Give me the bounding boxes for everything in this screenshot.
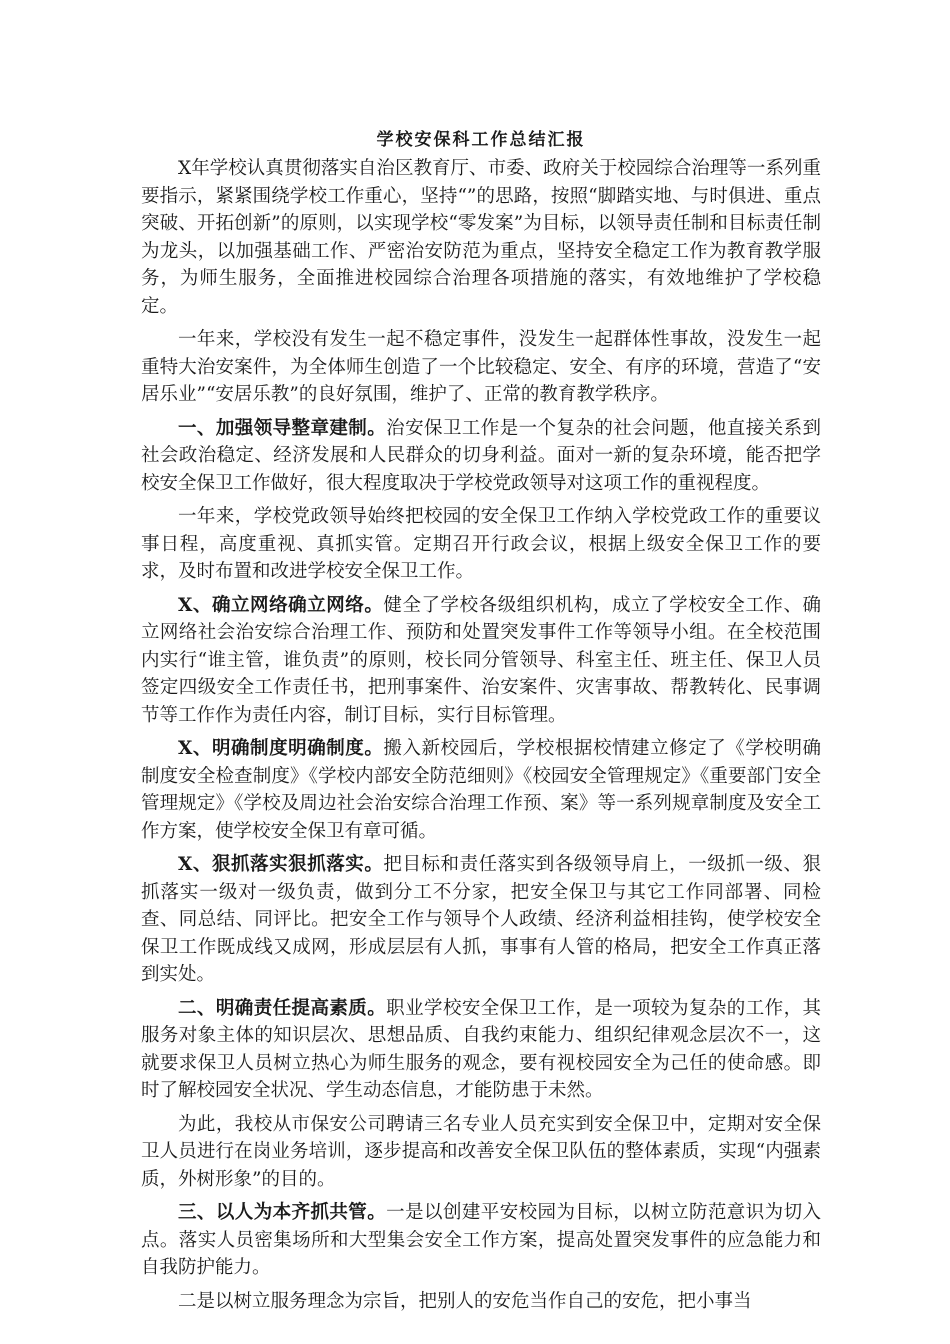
paragraph-text: 一年来，学校没有发生一起不稳定事件，没发生一起群体性事故，没发生一起重特大治安案件，为全体师生创造了一个比较稳定、安全、有序的环境，营造了“安居乐业”“安居乐教”的良好氛围，维护了、正常的教育教学秩序。	[141, 329, 821, 405]
paragraph-text: 一年来，学校党政领导始终把校园的安全保卫工作纳入学校党政工作的重要议事日程，高度重视、真抓实管。定期召开行政会议，根据上级安全保卫工作的要求，及时布置和改进学校安全保卫工作。	[141, 506, 821, 582]
section-heading: 二、明确责任提高素质。	[178, 997, 387, 1019]
paragraph	[141, 1111, 821, 1194]
paragraph	[141, 503, 821, 586]
paragraph	[141, 415, 821, 498]
paragraph-text: 搬入新校园后，学校根据校情建立修定了《学校明确制度安全检查制度》《学校内部安全防范细则》《校园安全管理规定》《重要部门安全管理规定》《学校及周边社会治安综合治理工作预、案》等一系列规章制度及安全工作方案，使学校安全保卫有章可循。	[141, 738, 821, 842]
paragraph-text: 把目标和责任落实到各级领导肩上，一级抓一级、狠抓落实一级对一级负责，做到分工不分家，把安全保卫与其它工作同部署、同检查、同总结、同评比。把安全工作与领导个人政绩、经济利益相挂钩，使学校安全保卫工作既成线又成网，形成层层有人抓，事事有人管的格局，把安全工作真正落到实处。	[141, 854, 821, 985]
paragraph	[141, 995, 821, 1105]
paragraph	[141, 592, 821, 730]
paragraph	[141, 851, 821, 989]
section-heading: X、明确制度明确制度。	[178, 738, 384, 759]
paragraph-text: 为此，我校从市保安公司聘请三名专业人员充实到安全保卫中，定期对安全保卫人员进行在岗业务培训，逐步提高和改善安全保卫队伍的整体素质，实现“内强素质，外树形象”的目的。	[141, 1113, 821, 1190]
paragraph-text: X年学校认真贯彻落实自治区教育厅、市委、政府关于校园综合治理等一系列重要指示，紧紧围绕学校工作重心，坚持“”的思路，按照“脚踏实地、与时俱进、重点突破、开拓创新”的原则，以实现学校“零发案”为目标，以领导责任制和目标责任制为龙头，以加强基础工作、严密治安防范为重点，坚持安全稳定工作为教育教学服务，为师生服务，全面推进校园综合治理各项措施的落实，有效地维护了学校稳定。	[141, 158, 821, 317]
paragraph	[141, 326, 821, 409]
paragraph	[141, 1199, 821, 1282]
paragraph-text: 治安保卫工作是一个复杂的社会问题，他直接关系到社会政治稳定、经济发展和人民群众的切身利益。面对一新的复杂环境，能否把学校安全保卫工作做好，很大程度取决于学校党政领导对这项工作的重视程度。	[141, 417, 821, 494]
document-title: 学校安保科工作总结汇报	[376, 130, 586, 150]
paragraph-text: 健全了学校各级组织机构，成立了学校安全工作、确立网络社会治安综合治理工作、预防和处置突发事件工作等领导小组。在全校范围内实行“谁主管，谁负责”的原则，校长同分管领导、科室主任、班主任、保卫人员签定四级安全工作责任书，把刑事案件、治安案件、灾害事故、帮教转化、民事调节等工作作为责任内容，制订目标，实行目标管理。	[141, 594, 821, 726]
section-heading: X、狠抓落实狠抓落实。	[178, 854, 384, 875]
paragraph-text: 职业学校安全保卫工作，是一项较为复杂的工作，其服务对象主体的知识层次、思想品质、自我约束能力、组织纪律观念层次不一，这就要求保卫人员树立热心为师生服务的观念，要有视校园安全为己任的使命感。即时了解校园安全状况、学生动态信息，才能防患于未然。	[141, 997, 821, 1101]
section-heading: X、确立网络确立网络。	[178, 594, 384, 616]
paragraph	[141, 735, 821, 845]
document-page	[141, 128, 821, 1321]
paragraph-text: 一是以创建平安校园为目标，以树立防范意识为切入点。落实人员密集场所和大型集会安全工作方案，提高处置突发事件的应急能力和自我防护能力。	[141, 1202, 821, 1278]
paragraph-text: 二是以树立服务理念为宗旨，把别人的安危当作自己的安危，把小事当	[178, 1290, 752, 1312]
section-heading: 三、以人为本齐抓共管。	[178, 1202, 387, 1223]
paragraph	[141, 155, 821, 320]
section-heading: 一、加强领导整章建制。	[178, 417, 387, 439]
paragraph	[141, 1288, 821, 1316]
